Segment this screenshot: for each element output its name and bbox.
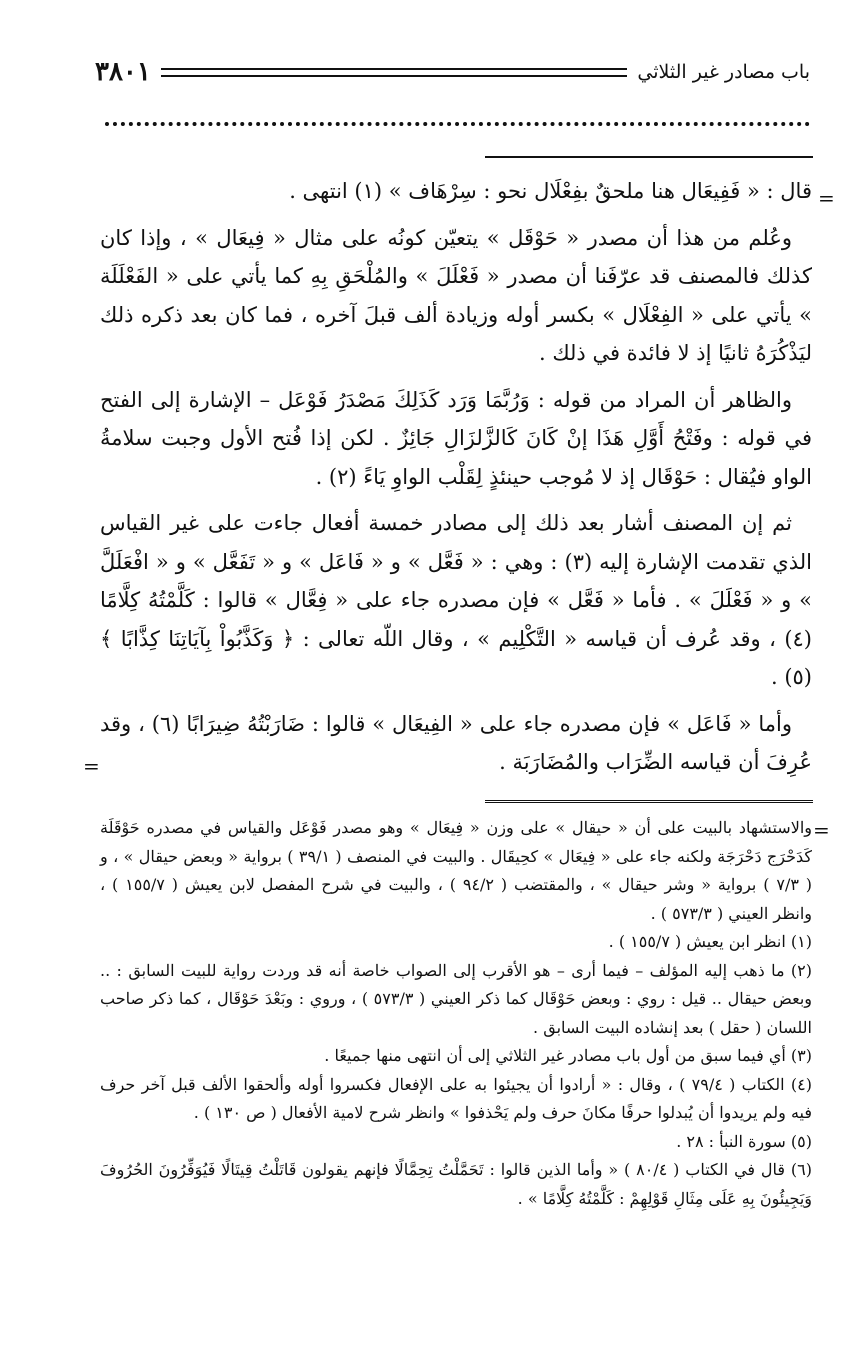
footnotes	[100, 814, 812, 1213]
continuation-marker: =	[818, 186, 835, 210]
main-text	[100, 172, 812, 790]
body-paragraph: ثم إن المصنف أشار بعد ذلك إلى مصادر خمسة أفعال جاءت على غير القياس الذي تقدمت الإشارة إليه (٣) : وهي : « فَعَّل » و « فَاعَل » و « تَفَعَّل » و « افْعَلَلَّ » و « فَعْلَلَ » . فأما « فَعَّل » فإن مصدره جاء على « فِعَّال » قالوا : كَلَّمْتُهُ كِلَّامًا (٤) ، وقد عُرف أن قياسه « التَّكْلِيم » ، وقال اللّه تعالى : ﴿ وَكَذَّبُواْ بِآيَاتِنَا كِذَّابًا ﴾ (٥) .	[100, 511, 812, 689]
footnote: (٢) ما ذهب إليه المؤلف – فيما أرى – هو الأقرب إلى الصواب خاصة أنه قد وردت رواية للبيت السابق : .. وبعض حيقال .. قيل : روي : وبعض حَوْقَال كما ذكر العيني ( ٥٧٣/٣ ) ، وروي : وبَعْدَ حَوْقَال ، كما ذكر صاحب اللسان ( حقل ) بعد إنشاده البيت السابق .	[100, 960, 813, 1037]
footnote: (٦) قال في الكتاب ( ٨٠/٤ ) « وأما الذين قالوا : تَحَمَّلْتُ تِحِمَّالًا فإنهم يقولون قَاتَلْتُ قِيتَالًا فَيُوَفِّرُونَ الحُرُوفَ وَيَجِيئُونَ بِهِ عَلَى مِثَالِ قَوْلِهِمْ : كَلَّمْتُهُ كِلَّامًا » .	[100, 1160, 813, 1208]
footnote-rule	[485, 800, 813, 805]
dotted-separator	[105, 122, 810, 126]
footnote: (١) انظر ابن يعيش ( ١٥٥/٧ ) .	[608, 932, 812, 951]
footnote-continuation: والاستشهاد بالبيت على أن « حيقال » على وزن « فِيعَال » وهو مصدر فَوْعَل والقياس في مصدره حَوْقَلَة كَدَحْرَج دَحْرَجَة ولكنه جاء على « فِيعَال » كحِيقَال . والبيت في المنصف ( ٣٩/١ ) برواية « وبعض حيقال » ، و ( ٧/٣ ) برواية « وشر حيقال » ، والمقتضب ( ٩٤/٢ ) ، والبيت في شرح المفصل لابن يعيش ( ١٥٥/٧ ) ، وانظر العيني ( ٥٧٣/٣ ) .	[100, 818, 813, 923]
footnote: (٤) الكتاب ( ٧٩/٤ ) ، وقال : « أرادوا أن يجيئوا به على الإفعال فكسروا أوله وألحقوا الألف قبل آخر حرف فيه ولم يريدوا أن يُبدلوا حرفًا مكانَ حرف ولم يَحْذفوا » وانظر شرح لامية الأفعال ( ص ١٣٠ ) .	[100, 1074, 813, 1122]
continuation-marker: =	[813, 818, 830, 842]
body-paragraph: وأما « فَاعَل » فإن مصدره جاء على « الفِيعَال » قالوا : ضَارَبْتُهُ ضِيرَابًا (٦) ، وقد عُرِفَ أن قياسه الضِّرَاب والمُضَارَبَة .	[100, 711, 812, 774]
running-header	[95, 50, 810, 94]
footnote: (٣) أي فيما سبق من أول باب مصادر غير الثلاثي إلى أن انتهى منها جميعًا .	[324, 1046, 812, 1065]
body-paragraph: وعُلم من هذا أن مصدر « حَوْقَل » يتعيّن كونُه على مثال « فِيعَال » ، وإذا كان كذلك فالمصنف قد عرّفَنا أن مصدر « فَعْلَلَ » والمُلْحَقِ بِهِ كما يأتي على « الفَعْلَلَة » يأتي على « الفِعْلَال » بكسر أوله وزيادة ألف قبلَ آخره ، فما كان بعد ذكره ذلك ليَذْكُرَهُ ثانيًا إذ لا فائدة في ذلك .	[100, 225, 812, 365]
continuation-marker: =	[83, 754, 100, 778]
top-short-rule	[485, 156, 813, 158]
header-double-rule	[161, 68, 628, 77]
chapter-title: باب مصادر غير الثلاثي	[637, 61, 810, 83]
body-paragraph: قال : « فَفِيعَال هنا ملحقٌ بفِعْلَال نحو : سِرْهَاف » (١) انتهى .	[289, 179, 812, 203]
body-paragraph: والظاهر أن المراد من قوله : وَرُبَّمَا وَرَد كَذَلِكَ مَصْدَرُ فَوْعَل – الإشارة إلى الفتح في قوله : وفَتْحُ أَوَّلِ هَذَا إنْ كَانَ كَالزَّلزَالِ جَائِزٌ . لكن إذا فُتح الأول وجبت سلامةُ الواو فيُقال : حَوْقَال إذ لا مُوجب حينئذٍ لِقَلْب الواوِ يَاءً (٢) .	[100, 387, 812, 489]
footnote: (٥) سورة النبأ : ٢٨ .	[676, 1131, 812, 1151]
page-number: ٣٨٠١	[95, 57, 151, 87]
